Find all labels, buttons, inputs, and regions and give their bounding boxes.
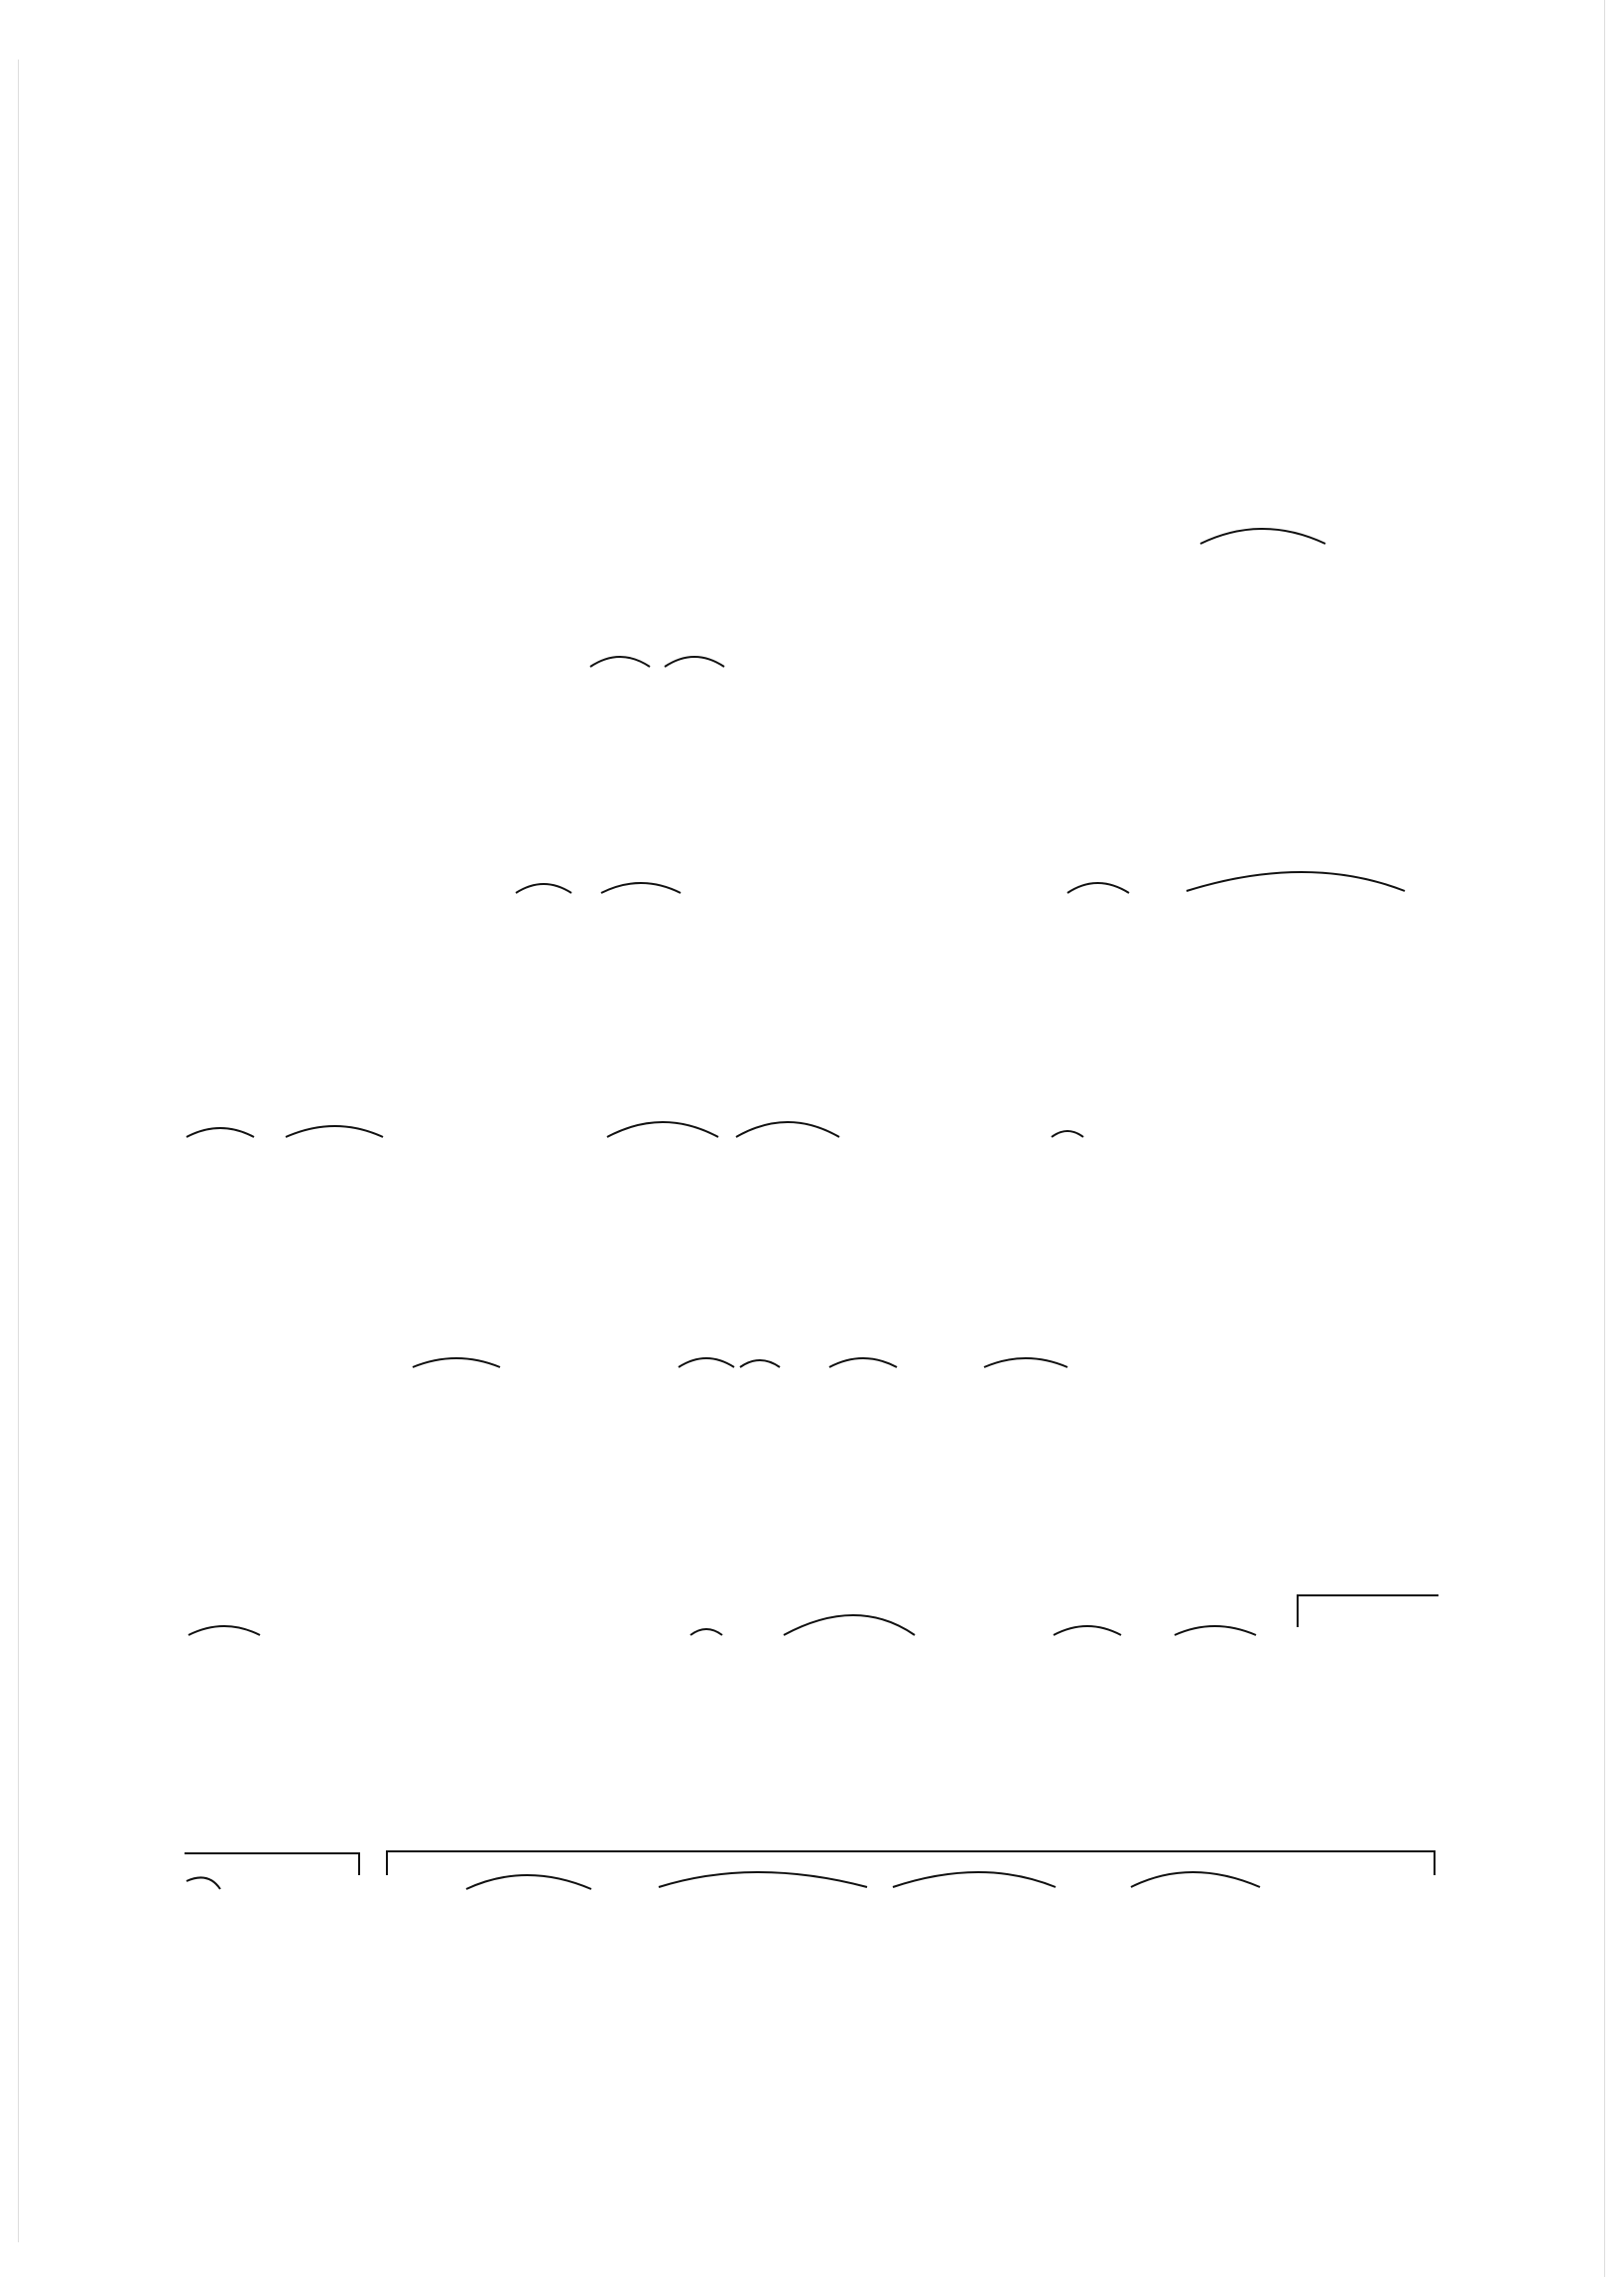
slur-line6b <box>679 1358 734 1367</box>
slur-line3b <box>665 657 724 667</box>
slur-line6e <box>984 1358 1067 1367</box>
slur-line8e <box>1131 1872 1260 1887</box>
slur-line7a <box>188 1626 260 1635</box>
slur-line8d <box>893 1872 1056 1887</box>
slur-line6a <box>413 1358 500 1367</box>
slur-line8b <box>466 1875 591 1889</box>
slur-line6d <box>829 1358 897 1367</box>
slur-line4d <box>1187 872 1405 891</box>
slur-line4a <box>516 884 571 893</box>
slur-line7b <box>690 1629 722 1635</box>
slur-line6c <box>740 1360 780 1367</box>
slur-line5a <box>187 1128 254 1137</box>
slur-line5d <box>736 1122 839 1137</box>
slur-line7c <box>784 1615 915 1635</box>
slur-line7d <box>1054 1626 1121 1635</box>
slur-line5c <box>607 1122 718 1137</box>
slur-line8a <box>187 1877 220 1889</box>
volta-1-2-bracket <box>1298 1595 1438 1627</box>
slur-line3a <box>590 657 650 667</box>
slur-line7e <box>1175 1626 1256 1635</box>
slur-line5e <box>1052 1131 1083 1137</box>
slur-line4b <box>601 883 681 893</box>
first-ending-bracket <box>185 1853 359 1875</box>
slur-line8c <box>659 1872 867 1887</box>
slur-line5b <box>286 1126 383 1137</box>
final-ending-bracket <box>387 1851 1435 1875</box>
slur-line2 <box>1200 529 1325 544</box>
slur-line4c <box>1067 883 1129 893</box>
